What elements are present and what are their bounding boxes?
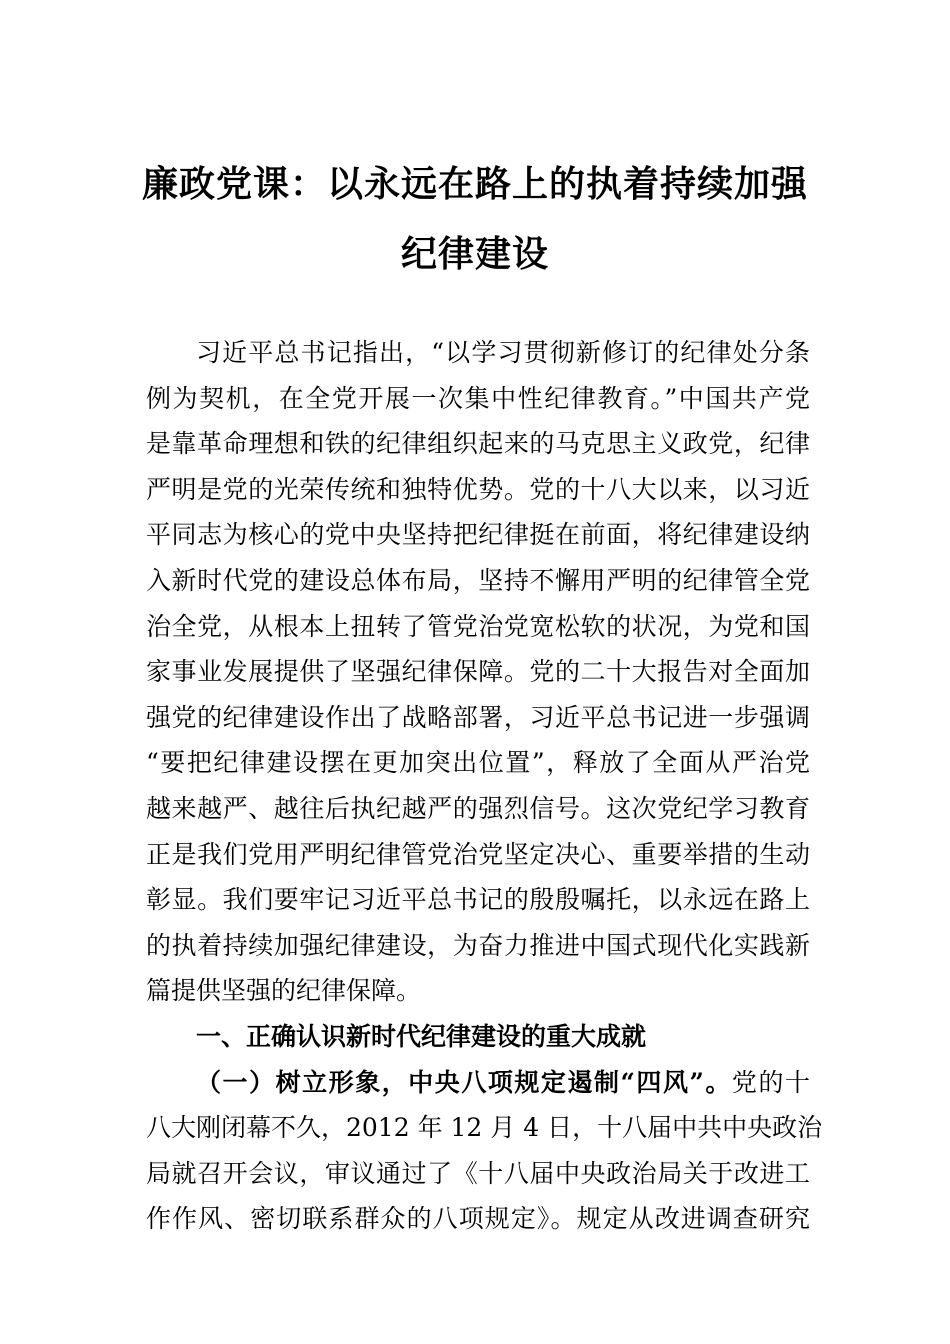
paragraph-line: 家事业发展提供了坚强纪律保障。党的二十大报告对全面加 bbox=[146, 657, 810, 687]
subsection-heading: （一）树立形象，中央八项规定遏制“四风”。 bbox=[196, 1067, 732, 1097]
section-heading: 一、正确认识新时代纪律建设的重大成就 bbox=[196, 1021, 647, 1051]
paragraph-line: 局就召开会议，审议通过了《十八届中央政治局关于改进工 bbox=[146, 1158, 810, 1188]
paragraph-line: 正是我们党用严明纪律管党治党坚定决心、重要举措的生动 bbox=[146, 839, 810, 869]
paragraph-line: 是靠革命理想和铁的纪律组织起来的马克思主义政党，纪律 bbox=[146, 429, 810, 459]
paragraph-line: 作作风、密切联系群众的八项规定》。规定从改进调查研究 bbox=[146, 1204, 810, 1234]
document-title-line-1: 廉政党课：以永远在路上的执着持续加强 bbox=[141, 163, 808, 205]
paragraph-line: 八大刚闭幕不久，2012 年 12 月 4 日，十八届中共中央政治 bbox=[146, 1113, 823, 1143]
paragraph-line: 越来越严、越往后执纪越严的强烈信号。这次党纪学习教育 bbox=[146, 793, 810, 823]
paragraph-line: 习近平总书记指出，“以学习贯彻新修订的纪律处分条 bbox=[196, 338, 810, 367]
paragraph-line: 严明是党的光荣传统和独特优势。党的十八大以来，以习近 bbox=[146, 474, 810, 504]
document-title-line-2: 纪律建设 bbox=[400, 233, 549, 275]
subsection-text: 党的十 bbox=[731, 1067, 810, 1097]
paragraph-line: 篇提供坚强的纪律保障。 bbox=[146, 976, 422, 1006]
paragraph-line: 治全党，从根本上扭转了管党治党宽松软的状况，为党和国 bbox=[146, 611, 810, 641]
paragraph-line: 例为契机，在全党开展一次集中性纪律教育。”中国共产党 bbox=[146, 383, 810, 413]
subsection-first-line bbox=[146, 1060, 810, 1106]
document-body bbox=[146, 330, 823, 1242]
paragraph-line: 强党的纪律建设作出了战略部署，习近平总书记进一步强调 bbox=[146, 702, 810, 732]
paragraph-line: 的执着持续加强纪律建设，为奋力推进中国式现代化实践新 bbox=[146, 930, 810, 960]
paragraph-line: 平同志为核心的党中央坚持把纪律挺在前面，将纪律建设纳 bbox=[146, 520, 810, 550]
paragraph-line: 入新时代党的建设总体布局，坚持不懈用严明的纪律管全党 bbox=[146, 565, 810, 595]
paragraph-line: “要把纪律建设摆在更加突出位置”，释放了全面从严治党 bbox=[146, 748, 810, 778]
paragraph-line: 彰显。我们要牢记习近平总书记的殷殷嘱托，以永远在路上 bbox=[146, 885, 810, 915]
